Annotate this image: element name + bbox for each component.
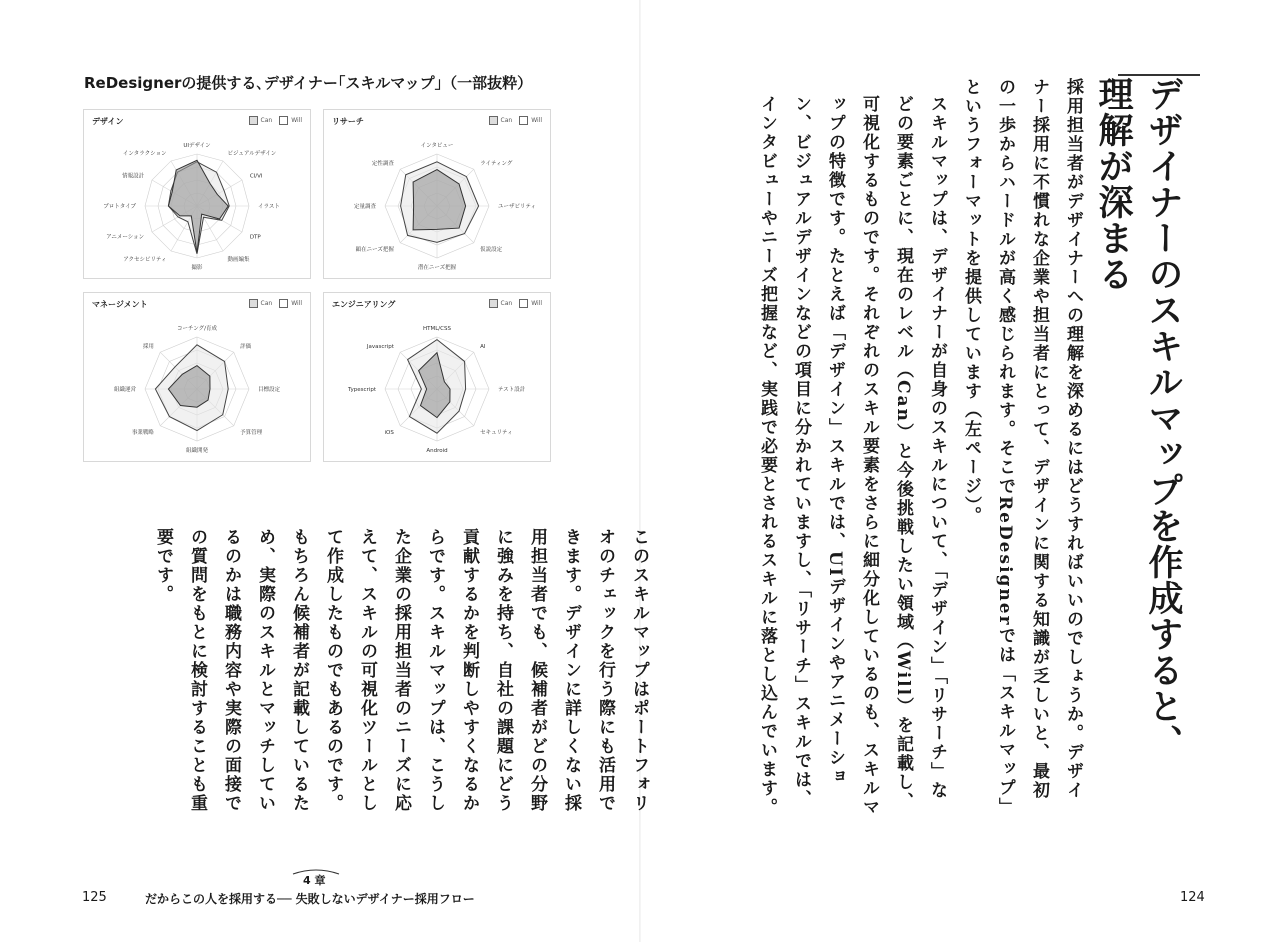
right-body-text [750,78,1090,818]
legend-will-label: Will [291,117,302,124]
radar-axis-label: プロトタイプ [103,204,136,210]
legend-can-label: Can [260,117,273,124]
radar-axis-label: Typescript [348,387,376,393]
figure-title: ReDesignerの提供する､デザイナー｢スキルマップ｣（一部抜粋） [84,74,533,92]
radar-axis-label: Javascript [366,343,394,350]
legend-will-label: Will [531,300,542,307]
radar-axis-label: インタラクション [122,151,167,158]
radar-axis-label: コーチング/育成 [177,326,217,332]
right-page-number: 124 [1180,890,1205,905]
radar-panel-research [323,109,551,279]
panel-title: エンジニアリング [332,300,396,309]
radar-axis-label: セキュリティ [480,430,513,437]
legend-can-label: Can [500,300,513,307]
panel-title: デザイン [92,117,124,126]
radar-axis-label: 採用 [142,343,154,350]
radar-axis-label: iOS [384,430,394,437]
radar-panel-engineering [323,292,551,462]
radar-axis-label: 定性調査 [371,160,394,167]
radar-axis-label: 潜在ニーズ把握 [417,265,457,271]
radar-panel-design [83,109,311,279]
legend-can-label: Can [260,300,273,307]
radar-panel-management [83,292,311,462]
legend-can-label: Can [500,117,513,124]
legend-will-label: Will [291,300,302,307]
legend-will-label: Will [531,117,542,124]
radar-axis-label: UIデザイン [183,143,211,149]
radar-axis-label: DTP [249,234,261,241]
radar-axis-label: 顕在ニーズ把握 [355,247,394,254]
radar-axis-label: 目標設定 [258,387,281,393]
left-page-number: 125 [82,890,107,905]
panel-title: リサーチ [332,117,364,126]
radar-axis-label: アクセシビリティ [123,256,167,263]
radar-axis-label: HTML/CSS [423,326,451,332]
radar-chart [324,110,550,278]
right-paragraph-2: スキルマップは、デザイナーが自身のスキルについて、「デザイン」「リサーチ」などの要素ごとに、現在のレベル（Can）と今後挑戦したい領域（Will）を記載し、可視化するものです。それぞれのスキル要素をさらに細分化しているのも、スキルマップの特徴です。たとえば「デザイン」スキルでは、UIデザインやアニメーション、ビジュアルデザインなどの項目に分かれていますし、「リサーチ」スキルでは、インタビューやニーズ把握など、実践で必要とされるスキルに落とし込んでいます。 [757,95,947,817]
left-body-text [146,528,656,828]
radar-axis-label: 評価 [240,343,252,350]
radar-axis-label: アニメーション [106,234,145,241]
radar-axis-label: AI [480,343,486,350]
radar-axis-label: 予算管理 [240,430,263,437]
radar-axis-label: インタビュー [420,143,454,149]
can-series-polygon [168,160,228,253]
radar-axis-label: 組織運営 [113,387,136,393]
radar-axis-label: 情報設計 [122,173,145,180]
running-title: だからこの人を採用する── 失敗しないデザイナー採用フロー [145,892,475,906]
radar-axis-label: ビジュアルデザイン [227,151,277,158]
panel-title: マネージメント [92,300,148,309]
left-paragraph: このスキルマップはポートフォリオのチェックを行う際にも活用できます。デザインに詳しくない採用担当者でも、候補者がどの分野に強みを持ち、自社の課題にどう貢献するかを判断しやすくなるからです。スキルマップは、こうした企業の採用担当者のニーズに応えて、スキルの可視化ツールとして作成したものでもあるのです。もちろん候補者が記載しているため、実際のスキルとマッチしているのかは職務内容や実際の面接での質問をもとに検討することも重要です。 [153,528,649,813]
radar-axis-label: ライティング [480,160,513,167]
section-heading: デザイナーのスキルマップを作成すると、理解が深まる [1093,76,1183,760]
radar-axis-label: イラスト [258,204,280,210]
radar-axis-label: 仮説設定 [480,247,503,254]
radar-axis-label: 動画編集 [227,256,250,263]
radar-chart [84,110,310,278]
radar-axis-label: Android [426,448,448,454]
radar-axis-label: 撮影 [191,265,203,271]
radar-axis-label: ユーザビリティ [498,204,536,210]
chapter-label: 4 章 [303,874,326,887]
radar-axis-label: CI/VI [249,173,263,180]
radar-axis-label: 組織開発 [185,448,209,454]
radar-axis-label: テスト設計 [498,387,526,393]
radar-axis-label: 定量調査 [353,204,376,210]
radar-chart [84,293,310,461]
radar-chart [324,293,550,461]
radar-axis-label: 事業戦略 [131,430,154,437]
right-paragraph-1: 採用担当者がデザイナーへの理解を深めるにはどうすればいいのでしょうか。デザイナー採用に不慣れな企業や担当者にとって、デザインに関する知識が乏しいと、最初の一歩からハードルが高く感じられます。そこでReDesignerでは「スキルマップ」というフォーマットを提供しています（左ページ）。 [961,78,1083,817]
